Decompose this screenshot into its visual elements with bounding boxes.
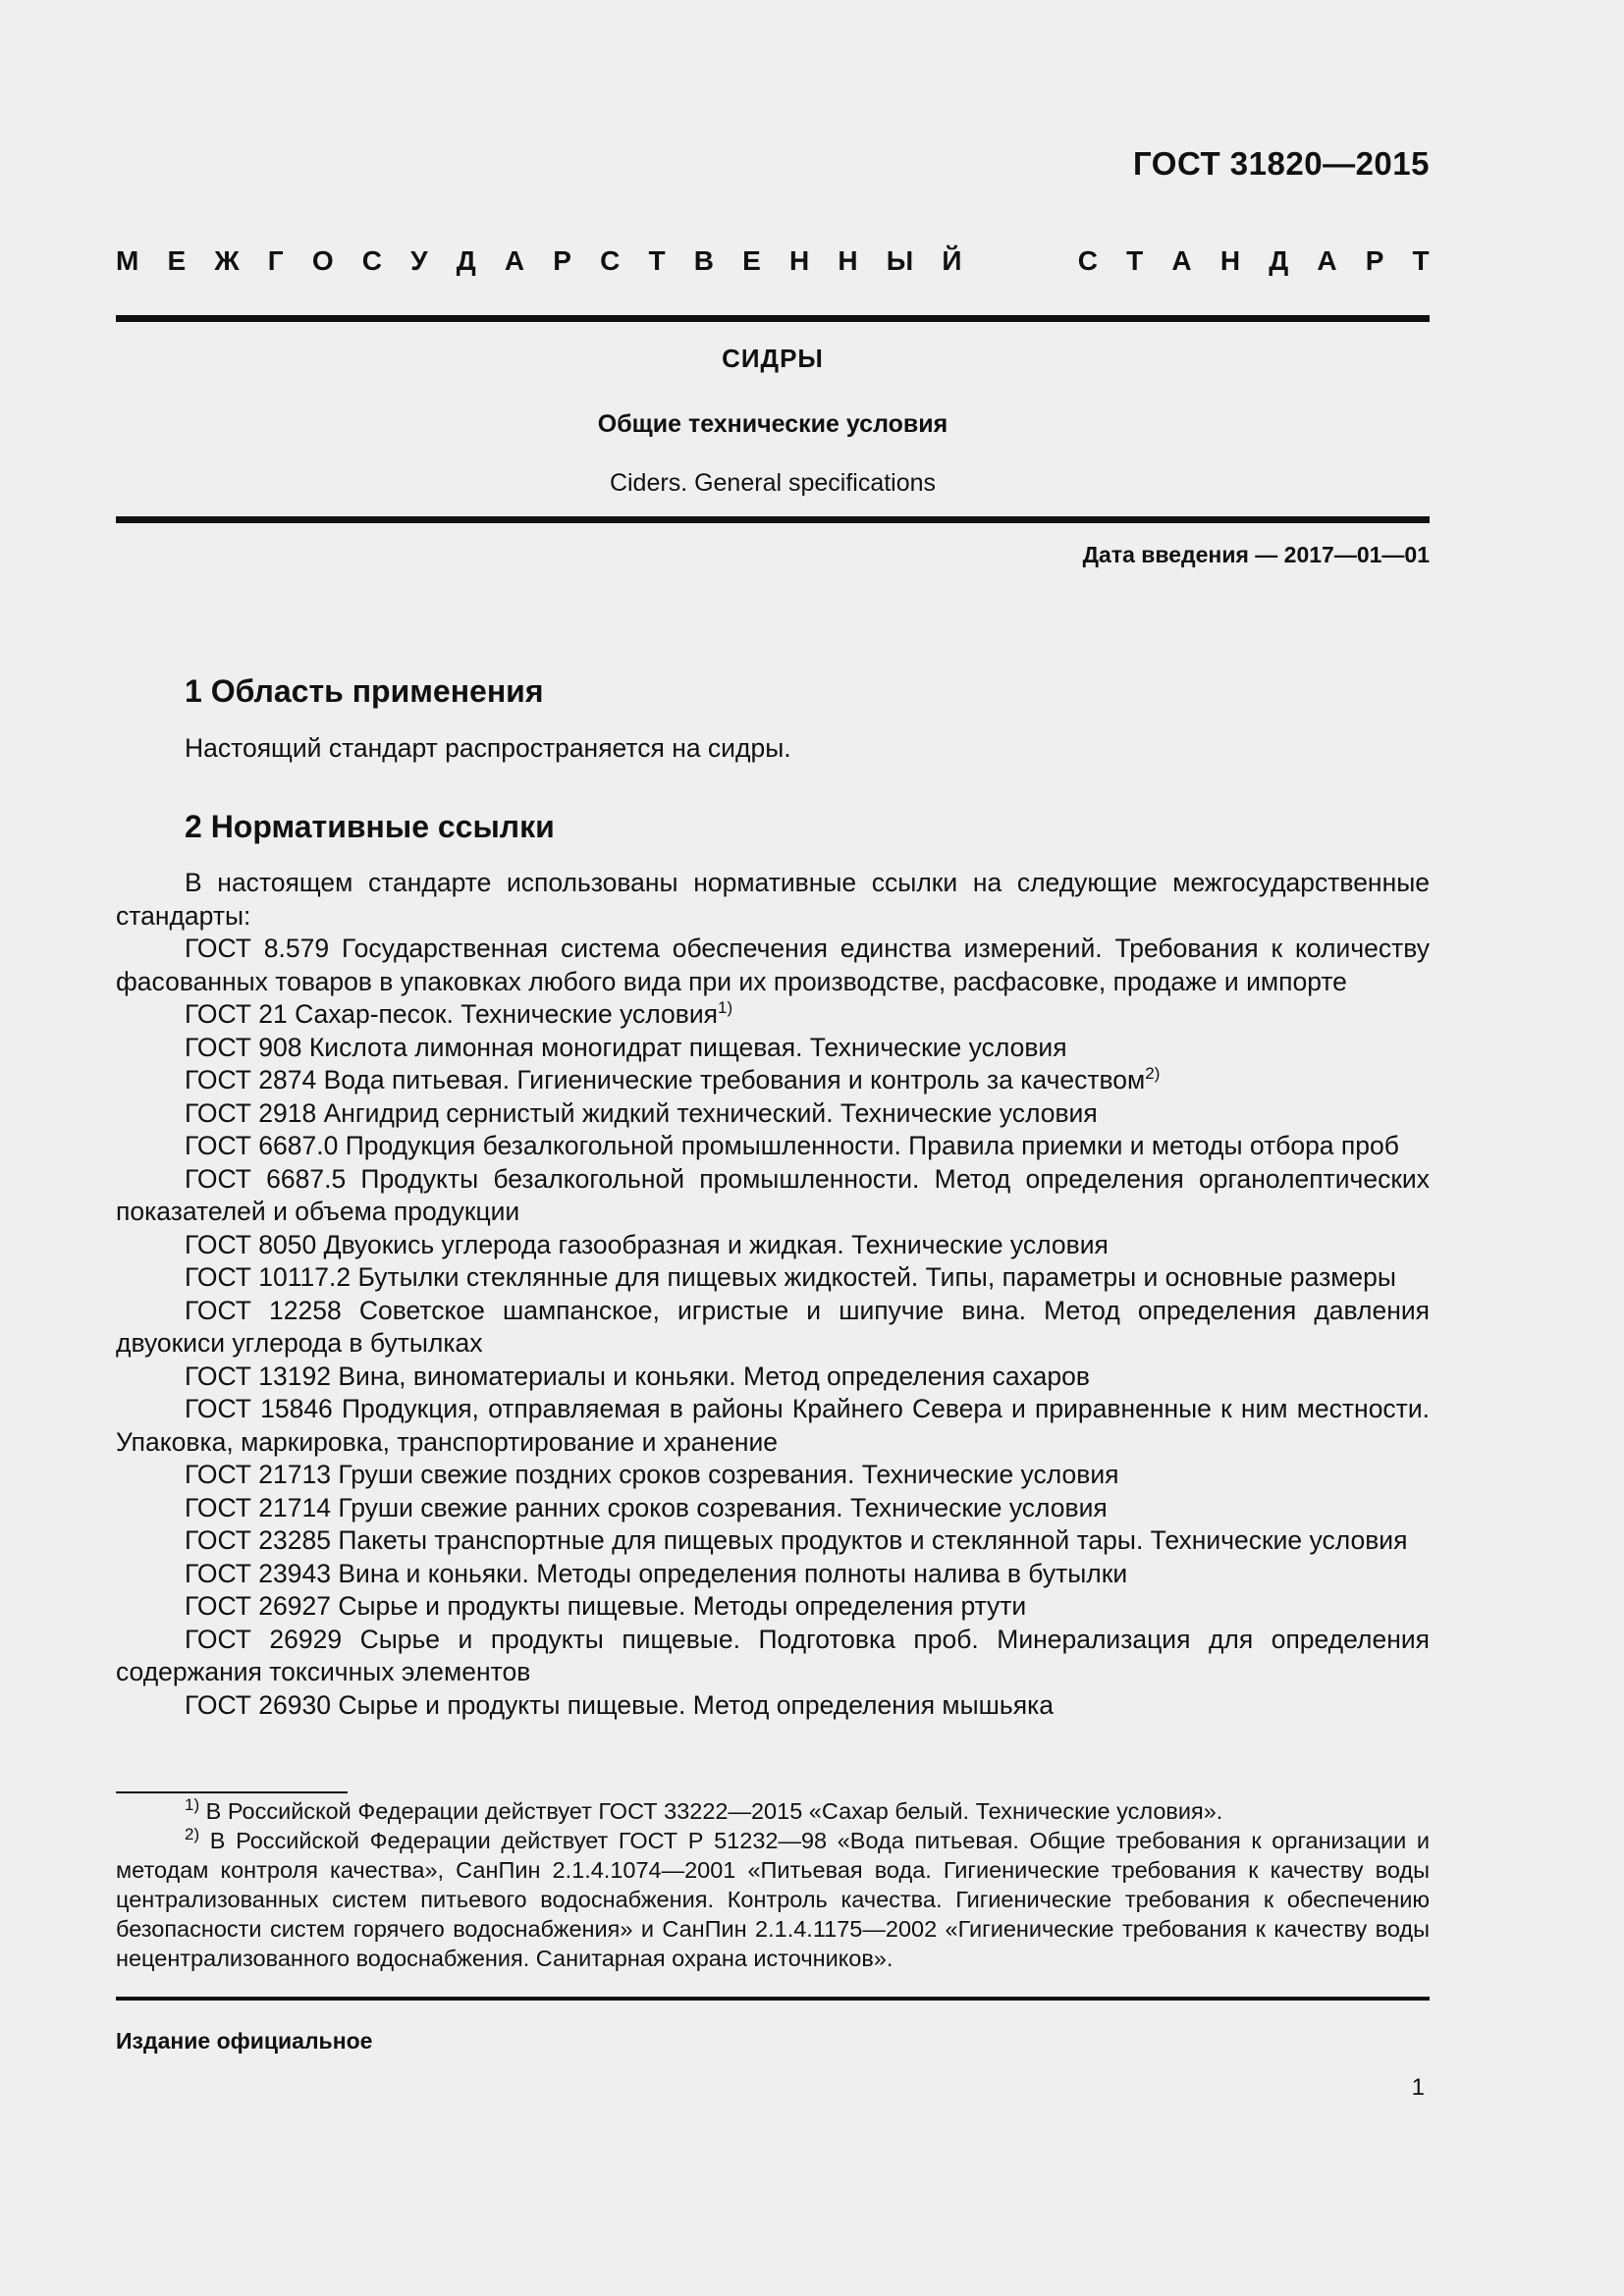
reference-item: [116, 1459, 1430, 1492]
standard-label-letter: Н: [1219, 245, 1241, 276]
reference-item: [116, 998, 1430, 1032]
reference-item: [116, 1393, 1430, 1459]
footer-rule: [116, 1997, 1430, 2001]
standard-label-letter: Т: [1126, 245, 1144, 276]
standard-label-letter: С: [361, 245, 382, 276]
footnote-number: 2): [185, 1825, 200, 1844]
standard-label-letter: А: [1317, 245, 1337, 276]
standard-label-letter: С: [1077, 245, 1098, 276]
standard-label-letter: Г: [267, 245, 284, 276]
reference-text: ГОСТ 23943 Вина и коньяки. Методы определения полноты налива в бутылки: [185, 1558, 1128, 1588]
standard-label-letter: Й: [942, 245, 962, 276]
reference-item: [116, 1590, 1430, 1624]
footnote-text: В Российской Федерации действует ГОСТ 33222—2015 «Сахар белый. Технические условия».: [199, 1798, 1223, 1824]
reference-item: [116, 1492, 1430, 1525]
reference-text: ГОСТ 15846 Продукция, отправляемая в районы Крайнего Севера и приравненные к ним местности. Упаковка, маркировка, транспортирование и хранение: [116, 1394, 1430, 1457]
reference-text: ГОСТ 26930 Сырье и продукты пищевые. Метод определения мышьяка: [185, 1689, 1055, 1720]
reference-item: [116, 1361, 1430, 1394]
document-subtitle: Общие технические условия: [597, 410, 948, 438]
reference-text: ГОСТ 21713 Груши свежие поздних сроков созревания. Технические условия: [185, 1460, 1119, 1489]
footnote-item: [116, 1826, 1430, 1973]
reference-text: ГОСТ 6687.0 Продукция безалкогольной промышленности. Правила приемки и методы отбора проб: [185, 1131, 1399, 1160]
document-id: ГОСТ 31820—2015: [1133, 145, 1430, 182]
reference-item: [116, 1524, 1430, 1558]
footnote-text: В Российской Федерации действует ГОСТ Р 51232—98 «Вода питьевая. Общие требования к организации и методам контроля качества», СанПин 2.1.4.1074—2001 «Питьевая вода. Гигиенические требования к качеству воды централизованных систем питьевого водоснабжения. Контроль качества. Гигиенические требования к обеспечению безопасности систем горячего водоснабжения» и СанПин 2.1.4.1175—2002 «Гигиенические требования к качеству воды нецентрализованного водоснабжения. Санитарная охрана источников».: [116, 1828, 1430, 1971]
standard-label-gap: [991, 245, 1050, 277]
reference-text: ГОСТ 21714 Груши свежие ранних сроков созревания. Технические условия: [185, 1492, 1108, 1522]
reference-item: [116, 1689, 1430, 1723]
standard-label-letter: Т: [1412, 245, 1430, 276]
standard-label-letter: Е: [742, 245, 761, 276]
standard-label-letter: Д: [1269, 245, 1289, 276]
standard-label-letter: М: [116, 245, 139, 276]
reference-text: ГОСТ 12258 Советское шампанское, игристые и шипучие вина. Метод определения давления двуокиси углерода в бутылках: [116, 1295, 1430, 1358]
footnote-number: 1): [185, 1795, 200, 1815]
document-title: СИДРЫ: [722, 344, 824, 373]
reference-item: [116, 1624, 1430, 1689]
reference-item: [116, 1295, 1430, 1361]
introduction-date: Дата введения — 2017—01—01: [1082, 542, 1430, 567]
reference-text: ГОСТ 23285 Пакеты транспортные для пищевых продуктов и стеклянной тары. Технические условия: [185, 1525, 1408, 1555]
section-2-intro: В настоящем стандарте использованы нормативные ссылки на следующие межгосударственные стандарты:: [116, 868, 1430, 931]
reference-text: ГОСТ 13192 Вина, виноматериалы и коньяки. Метод определения сахаров: [185, 1361, 1090, 1391]
standard-label-letter: Ы: [886, 245, 914, 276]
reference-text: ГОСТ 21 Сахар-песок. Технические условия: [185, 999, 719, 1029]
reference-text: ГОСТ 908 Кислота лимонная моногидрат пищевая. Технические условия: [185, 1032, 1067, 1062]
standard-label-letter: У: [410, 245, 428, 276]
title-bottom-rule: [116, 516, 1430, 523]
page-number: 1: [1411, 2074, 1425, 2101]
footnote-marker: 1): [718, 998, 733, 1018]
standard-label-letter: Д: [456, 245, 476, 276]
footnote-marker: 2): [1145, 1064, 1161, 1084]
reference-item: [116, 1163, 1430, 1229]
reference-item: [116, 1097, 1430, 1131]
section-1-body: [116, 732, 1430, 766]
section-2-body: [116, 867, 1430, 1722]
reference-text: ГОСТ 26927 Сырье и продукты пищевые. Методы определения ртути: [185, 1591, 1027, 1621]
section-2-heading: 2 Нормативные ссылки: [185, 809, 555, 844]
standard-label-letter: О: [311, 245, 334, 276]
normative-references-list: [116, 933, 1430, 1722]
footnote-separator: [116, 1791, 348, 1793]
reference-text: ГОСТ 6687.5 Продукты безалкогольной промышленности. Метод определения органолептических показателей и объема продукции: [116, 1163, 1430, 1226]
reference-text: ГОСТ 10117.2 Бутылки стеклянные для пищевых жидкостей. Типы, параметры и основные размеры: [185, 1262, 1396, 1292]
reference-item: [116, 1229, 1430, 1262]
standard-label-letter: Т: [648, 245, 666, 276]
reference-text: ГОСТ 26929 Сырье и продукты пищевые. Подготовка проб. Минерализация для определения содержания токсичных элементов: [116, 1624, 1430, 1686]
official-edition-label: Издание официальное: [116, 2028, 373, 2054]
standard-label-letter: Р: [553, 245, 571, 276]
standard-label-letter: В: [693, 245, 714, 276]
reference-item: [116, 1130, 1430, 1163]
reference-text: ГОСТ 8050 Двуокись углерода газообразная и жидкая. Технические условия: [185, 1229, 1109, 1259]
standard-label-letter: Е: [167, 245, 187, 276]
top-rule: [116, 315, 1430, 322]
standard-label-letter: А: [1171, 245, 1192, 276]
standard-label-letter: Н: [788, 245, 810, 276]
standard-label-letter: А: [504, 245, 525, 276]
reference-text: ГОСТ 2874 Вода питьевая. Гигиенические требования и контроль за качеством: [185, 1065, 1146, 1095]
standard-label-letter: Ж: [214, 245, 240, 276]
footnotes: [116, 1796, 1430, 1973]
section-1-heading: 1 Область применения: [185, 673, 544, 709]
standard-label-letter: Н: [838, 245, 858, 276]
reference-item: [116, 1064, 1430, 1097]
standard-label-letter: Р: [1365, 245, 1384, 276]
standard-label-letter: С: [600, 245, 621, 276]
reference-item: [116, 1558, 1430, 1591]
english-title: Ciders. General specifications: [609, 469, 937, 497]
reference-text: ГОСТ 2918 Ангидрид сернистый жидкий технический. Технические условия: [185, 1097, 1098, 1128]
section-1-text: Настоящий стандарт распространяется на сидры.: [185, 733, 791, 763]
footnote-item: [116, 1796, 1430, 1826]
reference-text: ГОСТ 8.579 Государственная система обеспечения единства измерений. Требования к количеству фасованных товаров в упаковках любого вида при их производстве, расфасовке, продаже и импорте: [116, 934, 1430, 996]
standard-type-label: [116, 245, 1430, 277]
reference-item: [116, 933, 1430, 998]
reference-item: [116, 1032, 1430, 1065]
reference-item: [116, 1261, 1430, 1295]
